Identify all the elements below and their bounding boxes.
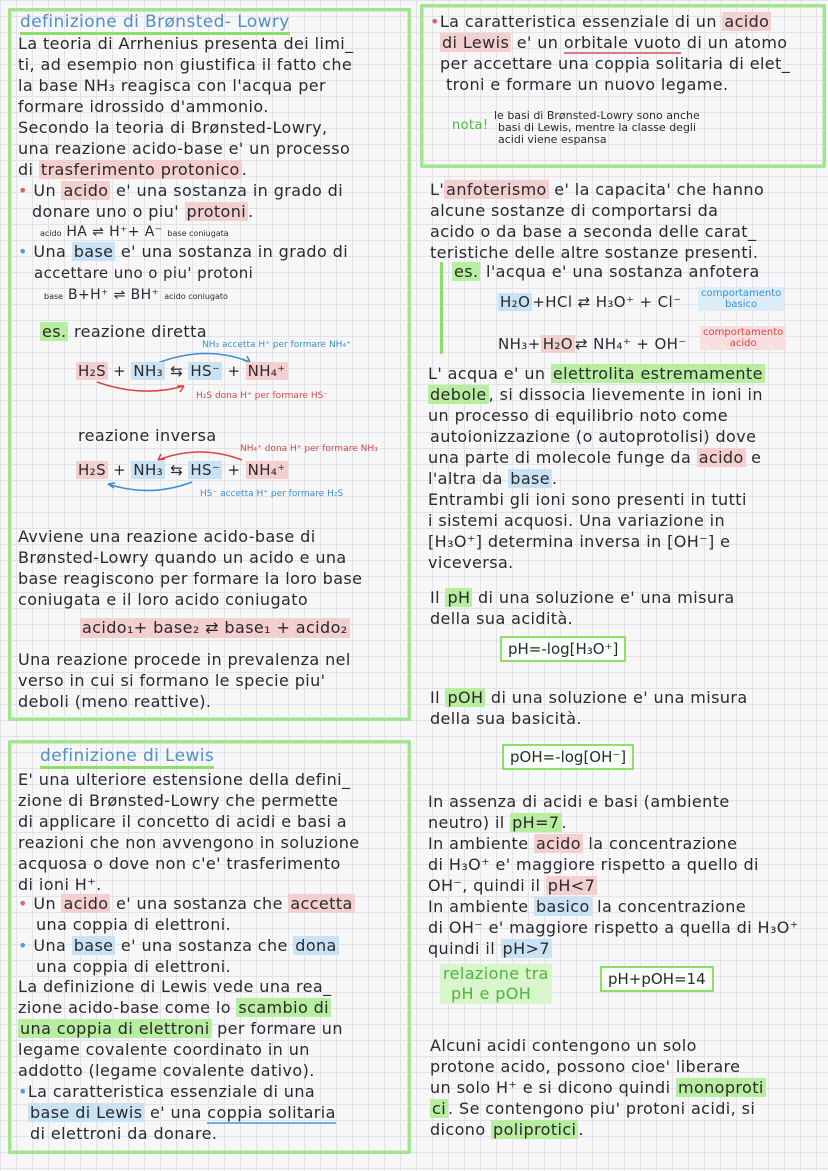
- bronsted-title: definizione di Brønsted- Lowry: [20, 12, 290, 35]
- acid-equation: [40, 222, 229, 242]
- poh-def: [430, 688, 748, 708]
- base-equation: [44, 285, 228, 305]
- amfo-note2: [700, 326, 786, 350]
- text: .: [248, 202, 254, 221]
- highlight: base: [510, 469, 551, 488]
- water-line6: [428, 469, 558, 489]
- text: per formare un: [211, 1019, 343, 1038]
- species: NH₄⁺: [247, 461, 286, 479]
- text: . Se contengono piu' protoni acidi, si: [448, 1099, 756, 1118]
- text: In ambiente: [428, 897, 534, 916]
- water-line1: [428, 364, 765, 384]
- lewis-base-feature: [18, 1082, 315, 1102]
- text-line: [18, 1019, 343, 1039]
- amfo-eq1: [498, 292, 681, 312]
- text: l'acqua e' una sostanza anfotera: [485, 262, 760, 281]
- text: OH⁻, quindi il: [428, 876, 546, 895]
- highlight: pH<7: [547, 876, 596, 895]
- highlight: base: [73, 242, 114, 261]
- text: relazione tra: [443, 964, 549, 983]
- text-line: una reazione acido-base e' un processo: [18, 139, 351, 158]
- neutral-line6: [428, 897, 746, 917]
- text-line: di applicare il concetto di acidi e basi a: [18, 812, 348, 831]
- text: e: [745, 448, 762, 467]
- equation: +HCl ⇄ H₃O⁺ + Cl⁻: [532, 293, 682, 311]
- text-line: Avviene una reazione acido-base di: [18, 527, 316, 546]
- text-line: Entrambi gli ioni sono presenti in tutti: [428, 490, 747, 509]
- text: Il: [430, 688, 446, 707]
- underline: orbitale vuoto: [563, 33, 682, 52]
- text: , si dissocia lievemente in ioni in: [488, 385, 763, 404]
- highlight: pH=7: [512, 813, 560, 832]
- text-line: formare idrossido d'ammonio.: [18, 97, 269, 116]
- highlight: monoproti: [677, 1078, 764, 1097]
- bullet-icon: •: [18, 894, 28, 913]
- lewis-base-feature-3: di elettroni da donare.: [30, 1124, 218, 1143]
- inverse-equation: H₂S + NH₃ ⇆ HS⁻ + NH₄⁺: [78, 461, 286, 479]
- text-line: acquosa o dove non c'e' trasferimento: [18, 854, 341, 873]
- text-line: teristiche delle altre sostanze presenti.: [430, 243, 759, 262]
- text-line: ti, ad esempio non giustifica il fatto che: [18, 55, 353, 74]
- text-line: zione di Brønsted-Lowry che permette: [18, 791, 339, 810]
- relation-label: [440, 964, 552, 1004]
- water-line2: [428, 385, 763, 405]
- text: .: [552, 469, 558, 488]
- text: .: [241, 160, 248, 179]
- text: e' un: [511, 33, 564, 52]
- highlight: base: [73, 936, 114, 955]
- text: e' una sostanza in grado di: [110, 181, 344, 200]
- highlight: protoni: [186, 202, 247, 221]
- text: e' una sostanza in grado di: [115, 242, 349, 261]
- species: H₂S: [78, 362, 107, 380]
- text-line: la base NH₃ reagisca con l'acqua per: [18, 76, 326, 95]
- text-line: di OH⁻ e' maggiore rispetto a quella di H₃O⁺: [428, 918, 799, 937]
- amfo-line1: [430, 180, 764, 200]
- inverse-label: reazione inversa: [78, 426, 217, 445]
- equation: HA ⇌ H⁺+ A⁻: [66, 224, 163, 240]
- text-line: basi di Lewis, mentre la classe degli: [498, 121, 697, 134]
- highlight: scambio di: [238, 998, 330, 1017]
- text-line: viceversa.: [428, 553, 514, 572]
- bullet-icon: •: [430, 12, 440, 31]
- species: H₂S: [78, 461, 107, 479]
- lewis-base-feature-2: [28, 1103, 336, 1123]
- text: donare uno o piu': [32, 202, 185, 221]
- text: comportamento: [703, 327, 784, 338]
- general-equation: acido₁+ base₂ ⇄ base₁ + acido₂: [82, 618, 348, 637]
- text-line: le basi di Brønsted-Lowry sono anche: [494, 109, 700, 122]
- text-line: Secondo la teoria di Brønsted-Lowry,: [18, 118, 328, 137]
- text: In ambiente: [428, 834, 534, 853]
- direct-equation: H₂S + NH₃ ⇆ HS⁻ + NH₄⁺: [78, 362, 286, 380]
- text: .: [561, 813, 567, 832]
- underline: coppia solitaria: [207, 1103, 336, 1122]
- highlight: acido: [63, 894, 109, 913]
- amfo-example: [452, 262, 760, 282]
- label: base: [44, 292, 64, 301]
- label: acido coniugato: [164, 292, 228, 301]
- label: acido: [40, 229, 62, 238]
- amfo-note1: [698, 287, 784, 311]
- text: La caratteristica essenziale di una: [27, 1082, 316, 1101]
- lewis-acid-def-2: una coppia di elettroni.: [36, 915, 232, 934]
- ph-formula: pH=-log[H₃O⁺]: [500, 636, 626, 662]
- text-line: base reagiscono per formare la loro base: [18, 569, 363, 588]
- text: di: [18, 160, 39, 179]
- lewis-base-def-2: una coppia di elettroni.: [36, 957, 232, 976]
- text: la concentrazione: [582, 834, 738, 853]
- lewis-base-def: [18, 936, 339, 956]
- highlight: elettrolita estremamente: [552, 364, 763, 383]
- text: di una soluzione e' una misura: [472, 588, 735, 607]
- text-line: addotto (legame covalente dativo).: [18, 1061, 315, 1080]
- proti-line3: [430, 1078, 766, 1098]
- highlight: anfoterismo: [446, 180, 547, 199]
- inverse-top-note: NH₄⁺ dona H⁺ per formare NH₃: [240, 444, 378, 454]
- text: Un: [33, 181, 62, 200]
- species: NH₄⁺: [247, 362, 286, 380]
- equation: ⇄ NH₄⁺ + OH⁻: [575, 335, 687, 353]
- text-line: di H₃O⁺ e' maggiore rispetto a quello di: [428, 855, 759, 874]
- text-line: un processo di equilibrio noto come: [428, 406, 729, 425]
- text: neutro) il: [428, 813, 511, 832]
- text-line: [18, 998, 331, 1018]
- inverse-bottom-note: HS⁻ accetta H⁺ per formare H₂S: [200, 489, 344, 499]
- lewis-acid-feature: [430, 12, 771, 32]
- text-line: i sistemi acquosi. Una variazione in: [428, 511, 726, 530]
- text: e' una sostanza che: [110, 894, 289, 913]
- bullet-icon: •: [18, 1082, 28, 1101]
- text: di un atomo: [681, 33, 788, 52]
- text-line: Alcuni acidi contengono un solo: [430, 1036, 697, 1055]
- species: H₂O: [542, 335, 573, 353]
- poh-formula: pOH=-log[OH⁻]: [502, 744, 634, 770]
- text-line: acido o da base a seconda delle carat_: [430, 222, 757, 241]
- example-direct: [40, 322, 207, 342]
- highlight: trasferimento protonico: [40, 160, 240, 179]
- bullet-icon: •: [18, 242, 28, 261]
- highlight: poliprotici: [493, 1120, 577, 1139]
- text: quindi il: [428, 939, 501, 958]
- text-line: Una reazione procede in prevalenza nel: [18, 650, 351, 669]
- highlight: acido: [698, 448, 744, 467]
- species: H₂O: [500, 293, 531, 311]
- inverse-arrow-bottom: [100, 480, 200, 498]
- acid-definition: [18, 181, 343, 201]
- text-line: [H₃O⁺] determina inversa in [OH⁻] e: [428, 532, 731, 551]
- lewis-title: definizione di Lewis: [40, 746, 214, 769]
- highlight: base di Lewis: [30, 1103, 143, 1122]
- highlight: acido: [724, 12, 770, 31]
- highlight: debole: [430, 385, 487, 404]
- text: acido: [729, 338, 757, 349]
- highlight: una coppia di elettroni: [20, 1019, 210, 1038]
- text: basico: [725, 299, 758, 310]
- neutral-line8: [428, 939, 552, 959]
- direct-top-note: NH₃ accetta H⁺ per formare NH₄⁺: [202, 340, 351, 350]
- species: NH₃: [133, 461, 164, 479]
- text-line: protone acido, possono cioe' liberare: [430, 1057, 741, 1076]
- highlight: di Lewis: [442, 33, 510, 52]
- species: NH₃: [133, 362, 164, 380]
- water-line5: [428, 448, 761, 468]
- base-definition: [18, 242, 348, 262]
- highlight: acido: [535, 834, 581, 853]
- text: e' una sostanza che: [115, 936, 294, 955]
- neutral-line2: [428, 813, 567, 833]
- text: Una: [33, 936, 72, 955]
- text-line: di ioni H⁺.: [18, 875, 102, 894]
- text: dicono: [430, 1120, 492, 1139]
- bullet-icon: •: [18, 936, 28, 955]
- text: L' acqua e' un: [428, 364, 551, 383]
- text: pH e pOH: [451, 984, 532, 1003]
- highlight: acido: [63, 181, 109, 200]
- bullet-icon: •: [18, 181, 28, 200]
- text: .: [578, 1120, 584, 1139]
- text: la concentrazione: [591, 897, 747, 916]
- text-line: La definizione di Lewis vede una rea_: [18, 977, 332, 996]
- text-line: reazioni che non avvengono in soluzione: [18, 833, 360, 852]
- text-line: troni e formare un nuovo legame.: [446, 75, 729, 94]
- text-line: deboli (meno reattive).: [18, 692, 212, 711]
- text: zione acido-base come lo: [18, 998, 237, 1017]
- highlight: pH: [447, 588, 471, 607]
- proti-line4: [430, 1099, 755, 1119]
- equation: NH₃+: [498, 335, 541, 353]
- text: L': [430, 180, 445, 199]
- neutral-line5: [428, 876, 597, 896]
- lewis-acid-feature-2: [440, 33, 788, 53]
- text: e' la capacita' che hanno: [548, 180, 765, 199]
- highlight: ci: [432, 1099, 447, 1118]
- text: reazione diretta: [73, 322, 207, 341]
- text-line: autoionizzazione (o autoprotolisi) dove: [430, 427, 757, 446]
- neutral-line3: [428, 834, 737, 854]
- text-line: per accettare una coppia solitaria di elet_: [440, 54, 791, 73]
- text-line: Brønsted-Lowry quando un acido e una: [18, 548, 347, 567]
- lewis-acid-def: [18, 894, 355, 914]
- direct-bottom-note: H₂S dona H⁺ per formare HS⁻: [196, 391, 329, 401]
- text-line: coniugata e il loro acido coniugato: [18, 590, 309, 609]
- acid-definition-2: [32, 202, 254, 222]
- example-label: es.: [42, 322, 67, 341]
- species: HS⁻: [190, 461, 221, 479]
- text: Un: [33, 894, 62, 913]
- text: una parte di molecole funge da: [428, 448, 697, 467]
- highlight: basico: [535, 897, 590, 916]
- relation-formula: pH+pOH=14: [600, 966, 714, 992]
- text-line: legame covalente coordinato in un: [18, 1040, 310, 1059]
- example-label: es.: [454, 262, 479, 281]
- ph-def: [430, 588, 735, 608]
- text-line: verso in cui si formano le specie piu': [18, 671, 326, 690]
- text: comportamento: [701, 288, 782, 299]
- amfo-eq2: [498, 334, 687, 354]
- nota-label: nota!: [452, 118, 489, 133]
- highlight: accetta: [290, 894, 353, 913]
- text: Una: [33, 242, 72, 261]
- equation: B+H⁺ ⇌ BH⁺: [67, 287, 160, 303]
- example-bar: [440, 262, 443, 354]
- text-line: E' una ulteriore estensione della defini_: [18, 770, 351, 789]
- proti-line5: [430, 1120, 584, 1140]
- highlight: dona: [295, 936, 337, 955]
- text-line: In assenza di acidi e basi (ambiente: [428, 792, 730, 811]
- text-line: acidi viene espansa: [498, 133, 607, 146]
- text: l'altra da: [428, 469, 509, 488]
- text: e' una: [144, 1103, 208, 1122]
- text-line: [18, 160, 247, 180]
- highlight: pH>7: [502, 939, 550, 958]
- text-line: La teoria di Arrhenius presenta dei limi_: [18, 34, 354, 53]
- species: HS⁻: [190, 362, 221, 380]
- highlight: pOH: [447, 688, 484, 707]
- text: di una soluzione e' una misura: [485, 688, 748, 707]
- text-line: della sua basicità.: [430, 709, 582, 728]
- text-line: alcune sostanze di comportarsi da: [430, 201, 719, 220]
- direct-arrow-bottom: [92, 380, 192, 398]
- text: un solo H⁺ e si dicono quindi: [430, 1078, 676, 1097]
- text: Il: [430, 588, 446, 607]
- label: base coniugata: [167, 229, 229, 238]
- text: La caratteristica essenziale di un: [439, 12, 723, 31]
- text-line: della sua acidità.: [430, 609, 574, 628]
- base-definition-2: accettare uno o piu' protoni: [34, 264, 254, 282]
